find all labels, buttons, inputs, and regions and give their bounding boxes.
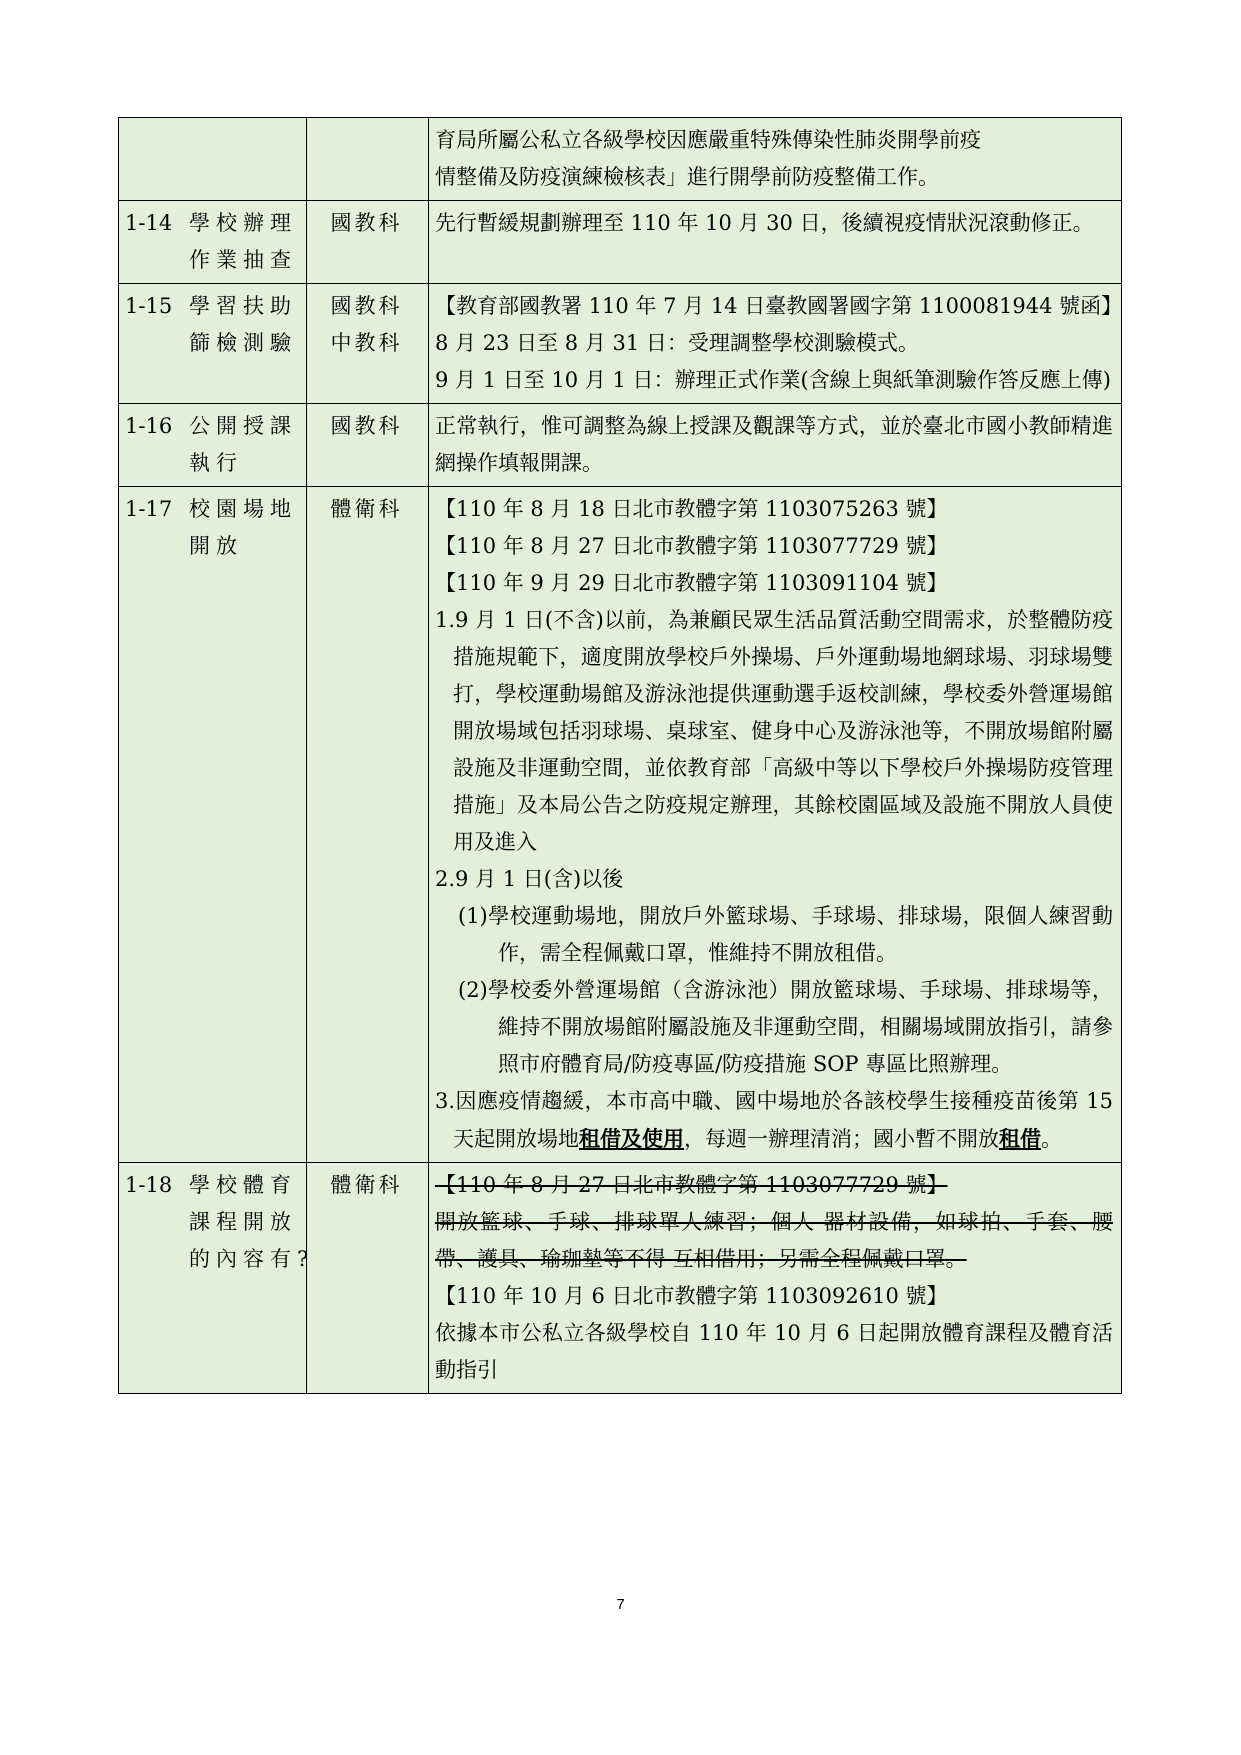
item-title-line: 的內容有? bbox=[189, 1247, 315, 1271]
item-title bbox=[189, 288, 298, 362]
paragraph-text: 【110 年 8 月 27 日北市教體字第 1103077729 號】 bbox=[435, 1173, 948, 1197]
item-number: 1-16 bbox=[125, 414, 173, 438]
unit-cell bbox=[307, 404, 429, 487]
item-cell bbox=[119, 487, 307, 1163]
item-title bbox=[189, 408, 298, 482]
table-body bbox=[119, 118, 1122, 1394]
table-row bbox=[119, 1163, 1122, 1394]
content-paragraph bbox=[435, 861, 1113, 898]
unit-cell bbox=[307, 1163, 429, 1394]
emphasized-text: 租借 bbox=[999, 1126, 1041, 1151]
content-paragraph bbox=[435, 122, 1113, 159]
table-row bbox=[119, 404, 1122, 487]
content-cell bbox=[429, 201, 1122, 284]
content-paragraph bbox=[435, 602, 1113, 861]
content-cell bbox=[429, 487, 1122, 1163]
content-paragraph bbox=[435, 1083, 1113, 1158]
content-paragraph bbox=[435, 362, 1113, 399]
table-row bbox=[119, 487, 1122, 1163]
item-cell bbox=[119, 118, 307, 201]
content-paragraph bbox=[435, 491, 1113, 528]
paragraph-text: 3.因應疫情趨緩，本市高中職、國中場地於各該校學生接種疫苗後第 15 天起開放場地 bbox=[435, 1089, 1113, 1151]
item-title-line: 開放 bbox=[189, 534, 243, 558]
table-row bbox=[119, 284, 1122, 404]
content-paragraph bbox=[435, 205, 1113, 242]
table-row bbox=[119, 118, 1122, 201]
item-title-line: 公開授課 bbox=[189, 414, 297, 438]
unit-cell bbox=[307, 201, 429, 284]
paragraph-text: 正常執行，惟可調整為線上授課及觀課等方式，並於臺北市國小教師精進網操作填報開課。 bbox=[435, 414, 1113, 475]
paragraph-text: 先行暫緩規劃辦理至 110 年 10 月 30 日，後續視疫情狀況滾動修正。 bbox=[435, 211, 1094, 235]
item-title bbox=[189, 205, 298, 279]
responsible-unit: 體衛科 bbox=[330, 1173, 403, 1197]
content-paragraph bbox=[435, 1278, 1113, 1315]
responsible-unit: 國教科 bbox=[330, 211, 403, 235]
paragraph-text: 【110 年 10 月 6 日北市教體字第 1103092610 號】 bbox=[435, 1284, 948, 1308]
item-title-line: 執行 bbox=[189, 451, 243, 475]
paragraph-text: (1)學校運動場地，開放戶外籃球場、手球場、排球場，限個人練習動作，需全程佩戴口罩，惟維持不開放租借。 bbox=[458, 904, 1113, 965]
table-row bbox=[119, 201, 1122, 284]
responsible-unit: 中教科 bbox=[330, 331, 403, 355]
content-paragraph bbox=[435, 325, 1113, 362]
item-cell bbox=[119, 201, 307, 284]
paragraph-text: 依據本市公私立各級學校自 110 年 10 月 6 日起開放體育課程及體育活動指引 bbox=[435, 1321, 1113, 1382]
content-paragraph bbox=[435, 288, 1123, 325]
content-paragraph bbox=[435, 972, 1113, 1083]
content-paragraph bbox=[435, 1315, 1113, 1389]
paragraph-text: 開放籃球、手球、排球單人練習；個人 器材設備，如球拍、手套、腰帶、護具、瑜珈墊等不得 互相借用；另需全程佩戴口罩。 bbox=[435, 1210, 1113, 1271]
item-cell bbox=[119, 404, 307, 487]
unit-cell bbox=[307, 487, 429, 1163]
content-paragraph bbox=[435, 528, 1113, 565]
paragraph-text: 1.9 月 1 日(不含)以前，為兼顧民眾生活品質活動空間需求，於整體防疫措施規範下，適度開放學校戶外操場、戶外運動場地網球場、羽球場雙打，學校運動場館及游泳池提供運動選手返校訓練，學校委外營運場館開放場域包括羽球場、桌球室、健身中心及游泳池等，不開放場館附屬設施及非運動空間，並依教育部「高級中等以下學校戶外操場防疫管理措施」及本局公告之防疫規定辦理，其餘校園區域及設施不開放人員使用及進入 bbox=[435, 608, 1113, 854]
responsible-unit: 國教科 bbox=[330, 414, 403, 438]
content-paragraph bbox=[435, 408, 1113, 482]
item-number: 1-14 bbox=[125, 211, 173, 235]
unit-cell bbox=[307, 284, 429, 404]
page-number: 7 bbox=[616, 1596, 625, 1613]
unit-cell bbox=[307, 118, 429, 201]
item-title bbox=[189, 1167, 314, 1278]
emphasized-text: 租借及使用 bbox=[579, 1126, 684, 1151]
item-cell bbox=[119, 284, 307, 404]
paragraph-text: 9 月 1 日至 10 月 1 日：辦理正式作業(含線上與紙筆測驗作答反應上傳) bbox=[435, 368, 1111, 392]
content-cell bbox=[429, 1163, 1122, 1394]
item-number: 1-17 bbox=[125, 497, 173, 521]
paragraph-text: 【110 年 9 月 29 日北市教體字第 1103091104 號】 bbox=[435, 571, 948, 595]
content-cell bbox=[429, 284, 1122, 404]
paragraph-text: 育局所屬公私立各級學校因應嚴重特殊傳染性肺炎開學前疫 bbox=[435, 128, 981, 152]
struck-paragraph bbox=[435, 1167, 1113, 1204]
item-title-line: 學習扶助 bbox=[189, 294, 297, 318]
content-cell bbox=[429, 404, 1122, 487]
paragraph-text: ，每週一辦理清消；國小暫不開放 bbox=[684, 1127, 999, 1151]
item-title-line: 篩檢測驗 bbox=[189, 331, 297, 355]
paragraph-text: 【110 年 8 月 27 日北市教體字第 1103077729 號】 bbox=[435, 534, 948, 558]
item-title-line: 作業抽查 bbox=[189, 248, 297, 272]
measures-table bbox=[118, 117, 1122, 1394]
paragraph-text: (2)學校委外營運場館（含游泳池）開放籃球場、手球場、排球場等，維持不開放場館附屬設施及非運動空間，相關場域開放指引，請參照市府體育局/防疫專區/防疫措施 SOP 專區比照辦理。 bbox=[458, 978, 1113, 1076]
paragraph-text: 。 bbox=[1041, 1127, 1062, 1151]
item-title-line: 校園場地 bbox=[189, 497, 297, 521]
content-cell bbox=[429, 118, 1122, 201]
responsible-unit: 體衛科 bbox=[330, 497, 403, 521]
content-paragraph bbox=[435, 898, 1113, 972]
responsible-unit: 國教科 bbox=[330, 294, 403, 318]
paragraph-text: 【教育部國教署 110 年 7 月 14 日臺教國署國字第 1100081944 號函】 bbox=[435, 294, 1123, 318]
item-number: 1-18 bbox=[125, 1173, 173, 1197]
item-number: 1-15 bbox=[125, 294, 173, 318]
item-title-line: 課程開放 bbox=[189, 1210, 297, 1234]
item-title-line: 學校辦理 bbox=[189, 211, 297, 235]
item-cell bbox=[119, 1163, 315, 1394]
paragraph-text: 2.9 月 1 日(含)以後 bbox=[435, 867, 624, 891]
item-title bbox=[189, 491, 298, 565]
paragraph-text: 【110 年 8 月 18 日北市教體字第 1103075263 號】 bbox=[435, 497, 948, 521]
content-paragraph bbox=[435, 565, 1113, 602]
paragraph-text: 8 月 23 日至 8 月 31 日：受理調整學校測驗模式。 bbox=[435, 331, 919, 355]
item-title-line: 學校體育 bbox=[189, 1173, 297, 1197]
paragraph-text: 情整備及防疫演練檢核表」進行開學前防疫整備工作。 bbox=[435, 165, 939, 189]
struck-paragraph bbox=[435, 1204, 1113, 1278]
content-paragraph bbox=[435, 159, 1113, 196]
